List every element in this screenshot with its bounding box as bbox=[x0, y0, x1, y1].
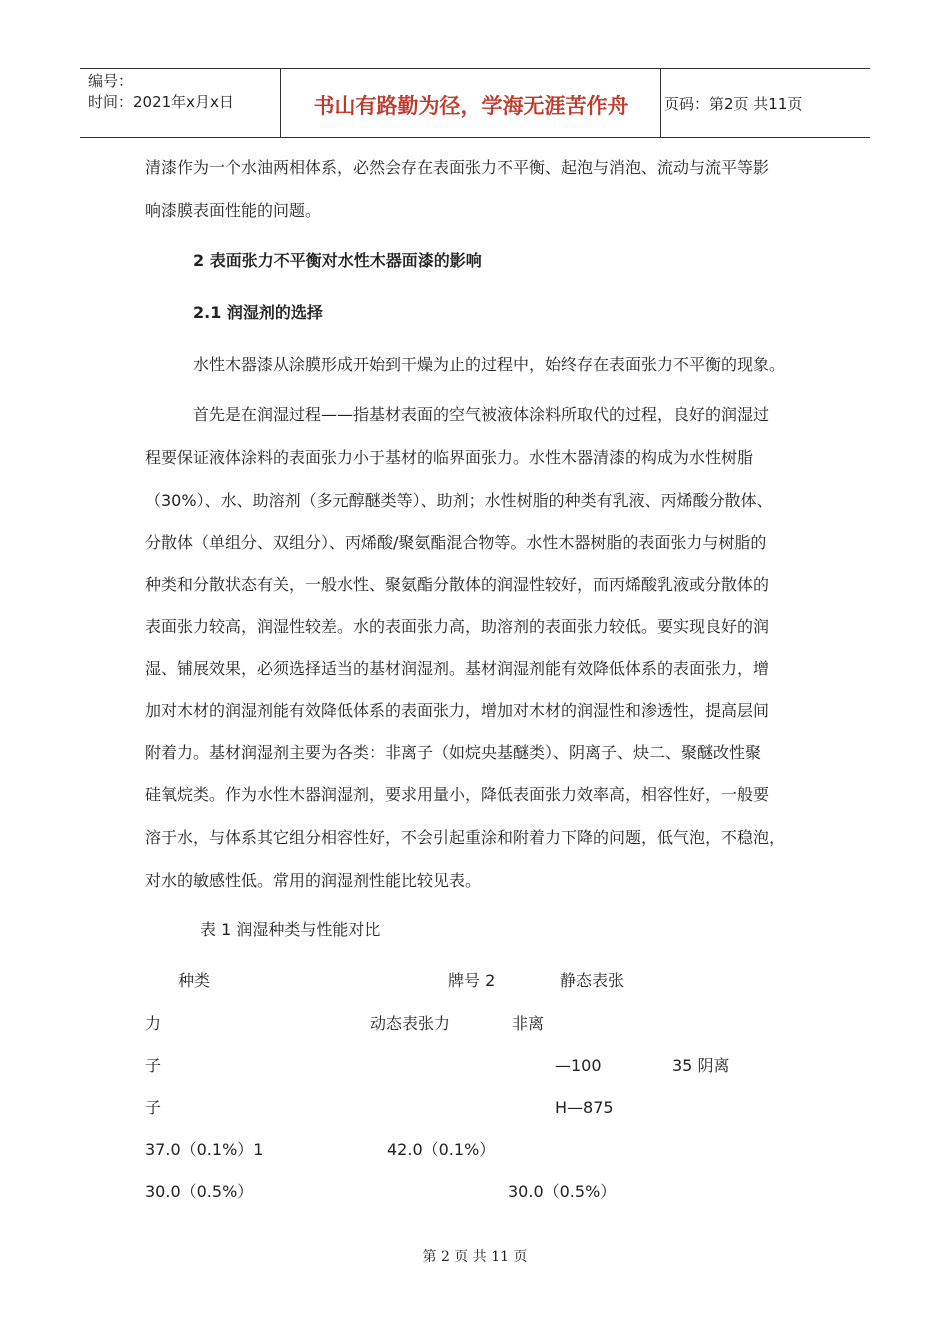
table-cell: 静态表张 bbox=[560, 971, 625, 990]
paragraph-line: 清漆作为一个水油两相体系，必然会存在表面张力不平衡、起泡与消泡、流动与流平等影 bbox=[145, 158, 770, 177]
paragraph-line: 水性木器漆从涂膜形成开始到干燥为止的过程中，始终存在表面张力不平衡的现象。 bbox=[193, 355, 786, 374]
table-cell: —100 bbox=[555, 1056, 602, 1075]
table-cell: 37.0（0.1%）1 bbox=[145, 1140, 264, 1159]
paragraph-line: 湿、铺展效果，必须选择适当的基材润湿剂。基材润湿剂能有效降低体系的表面张力，增 bbox=[145, 659, 770, 678]
table-cell: 动态表张力 bbox=[370, 1014, 451, 1033]
table-cell: 子 bbox=[145, 1056, 162, 1075]
table-cell: 35 阴离 bbox=[672, 1056, 730, 1075]
page-footer: 第 2 页 共 11 页 bbox=[422, 1249, 528, 1265]
table-cell: 种类 bbox=[178, 971, 211, 990]
paragraph-line: 硅氧烷类。作为水性木器润湿剂，要求用量小，降低表面张力效率高，相容性好，一般要 bbox=[145, 785, 770, 804]
table-caption: 表 1 润湿种类与性能对比 bbox=[200, 920, 381, 939]
paragraph-line: 首先是在润湿过程——指基材表面的空气被液体涂料所取代的过程，良好的润湿过 bbox=[193, 405, 770, 424]
paragraph-line: 对水的敏感性低。常用的润湿剂性能比较见表。 bbox=[145, 871, 482, 890]
header-page-info: 页码：第2页 共11页 bbox=[664, 95, 803, 113]
paragraph-line: 表面张力较高，润湿性较差。水的表面张力高，助溶剂的表面张力较低。要实现良好的润 bbox=[145, 617, 770, 636]
table-cell: 力 bbox=[145, 1014, 162, 1033]
header-motto: 书山有路勤为径，学海无涯苦作舟 bbox=[313, 94, 629, 118]
table-cell: H—875 bbox=[555, 1098, 614, 1117]
table-cell: 42.0（0.1%） bbox=[387, 1140, 496, 1159]
section-heading: 2 表面张力不平衡对水性木器面漆的影响 bbox=[193, 251, 482, 270]
paragraph-line: 种类和分散状态有关，一般水性、聚氨酯分散体的润湿性较好，而丙烯酸乳液或分散体的 bbox=[145, 575, 770, 594]
paragraph-line: 附着力。基材润湿剂主要为各类：非离子（如烷央基醚类）、阴离子、炔二、聚醚改性聚 bbox=[145, 743, 762, 762]
subsection-heading: 2.1 润湿剂的选择 bbox=[193, 303, 323, 322]
table-cell: 30.0（0.5%） bbox=[145, 1182, 254, 1201]
paragraph-line: 分散体（单组分、双组分）、丙烯酸/聚氨酯混合物等。水性木器树脂的表面张力与树脂的 bbox=[145, 533, 767, 552]
paragraph-line: 加对木材的润湿剂能有效降低体系的表面张力，增加对木材的润湿性和渗透性，提高层间 bbox=[145, 701, 770, 720]
date-label: 时间：2021年x月x日 bbox=[88, 93, 234, 111]
header-meta bbox=[88, 71, 234, 113]
table-cell: 非离 bbox=[512, 1014, 545, 1033]
page-header bbox=[80, 68, 870, 138]
paragraph-line: （30%）、水、助溶剂（多元醇醚类等）、助剂；水性树脂的种类有乳液、丙烯酸分散体、 bbox=[145, 491, 773, 510]
number-label: 编号： bbox=[88, 72, 134, 90]
table-cell: 30.0（0.5%） bbox=[508, 1182, 617, 1201]
header-divider bbox=[280, 69, 281, 137]
paragraph-line: 响漆膜表面性能的问题。 bbox=[145, 201, 322, 220]
table-cell: 子 bbox=[145, 1098, 162, 1117]
paragraph-line: 程要保证液体涂料的表面张力小于基材的临界面张力。水性木器清漆的构成为水性树脂 bbox=[145, 448, 754, 467]
paragraph-line: 溶于水，与体系其它组分相容性好，不会引起重涂和附着力下降的问题，低气泡，不稳泡， bbox=[145, 828, 786, 847]
header-divider bbox=[660, 69, 661, 137]
table-cell: 牌号 2 bbox=[448, 971, 496, 990]
